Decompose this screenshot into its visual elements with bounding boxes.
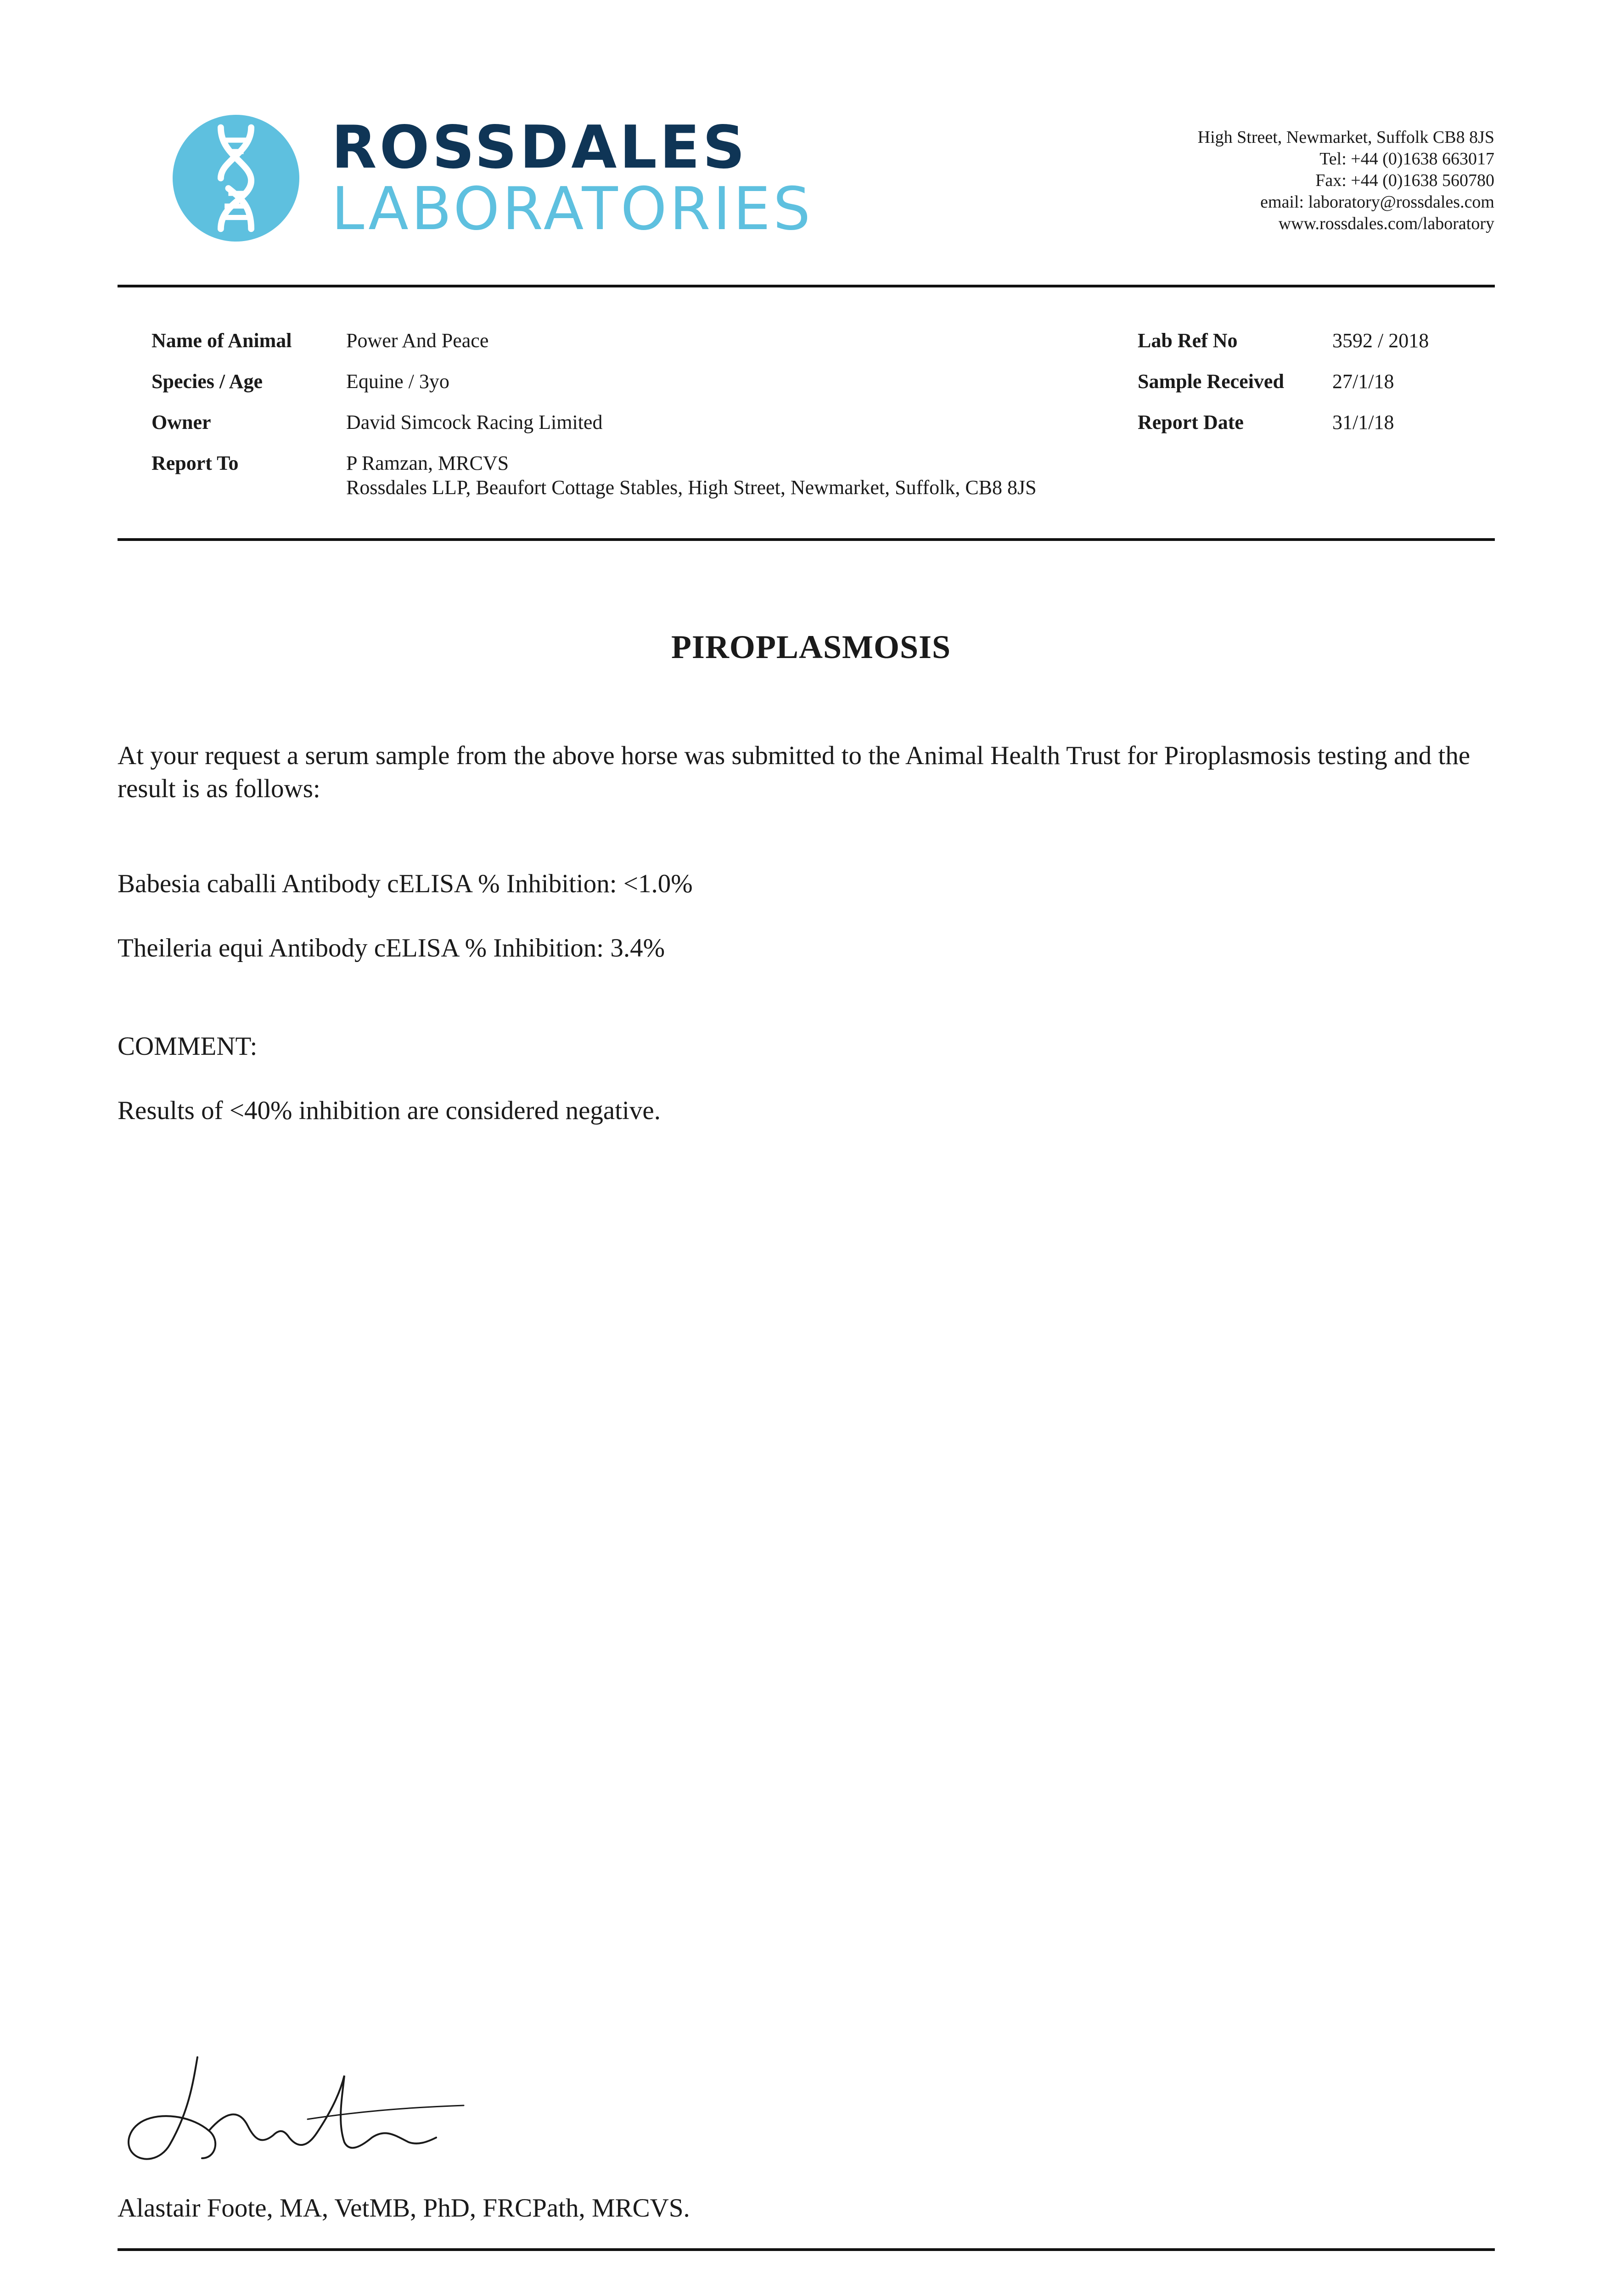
sample-received-value: 27/1/18 — [1332, 370, 1394, 393]
lab-ref-value: 3592 / 2018 — [1332, 329, 1429, 352]
result-babesia: Babesia caballi Antibody cELISA % Inhibition: <1.0% — [118, 869, 693, 898]
details-divider — [118, 538, 1495, 541]
report-title: PIROPLASMOSIS — [671, 629, 951, 665]
name-of-animal-label: Name of Animal — [152, 329, 292, 352]
sample-received-label: Sample Received — [1138, 370, 1284, 393]
report-date-label: Report Date — [1138, 411, 1244, 433]
footer-divider — [118, 2248, 1495, 2251]
brand-name-secondary: LABORATORIES — [331, 175, 814, 243]
report-to-label: Report To — [152, 452, 239, 474]
owner-value: David Simcock Racing Limited — [346, 411, 603, 433]
name-of-animal-value: Power And Peace — [346, 329, 489, 352]
signatory-name: Alastair Foote, MA, VetMB, PhD, FRCPath, MRCVS. — [118, 2194, 690, 2223]
contact-fax: Fax: +44 (0)1638 560780 — [1315, 171, 1494, 190]
dna-helix-icon — [173, 115, 299, 242]
comment-label: COMMENT: — [118, 1032, 258, 1061]
contact-address: High Street, Newmarket, Suffolk CB8 8JS — [1197, 128, 1494, 147]
intro-paragraph: At your request a serum sample from the above horse was submitted to the Animal Health Trust for Piroplasmosis testing and the result is as follows: — [118, 741, 1470, 803]
comment-text: Results of <40% inhibition are considered negative. — [118, 1096, 661, 1125]
species-age-label: Species / Age — [152, 370, 263, 393]
lab-ref-label: Lab Ref No — [1138, 329, 1238, 352]
signature-image — [115, 2043, 482, 2181]
owner-label: Owner — [152, 411, 211, 433]
report-date-value: 31/1/18 — [1332, 411, 1394, 433]
report-to-name: P Ramzan, MRCVS — [346, 452, 509, 474]
contact-website: www.rossdales.com/laboratory — [1278, 214, 1494, 233]
contact-email: email: laboratory@rossdales.com — [1260, 192, 1494, 212]
header-divider — [118, 285, 1495, 287]
brand-name-primary: ROSSDALES — [331, 113, 748, 182]
contact-tel: Tel: +44 (0)1638 663017 — [1319, 149, 1494, 169]
contact-block — [1198, 127, 1494, 235]
report-to-address: Rossdales LLP, Beaufort Cottage Stables, High Street, Newmarket, Suffolk, CB8 8JS — [346, 476, 1037, 499]
result-theileria: Theileria equi Antibody cELISA % Inhibition: 3.4% — [118, 934, 665, 962]
species-age-value: Equine / 3yo — [346, 370, 449, 393]
